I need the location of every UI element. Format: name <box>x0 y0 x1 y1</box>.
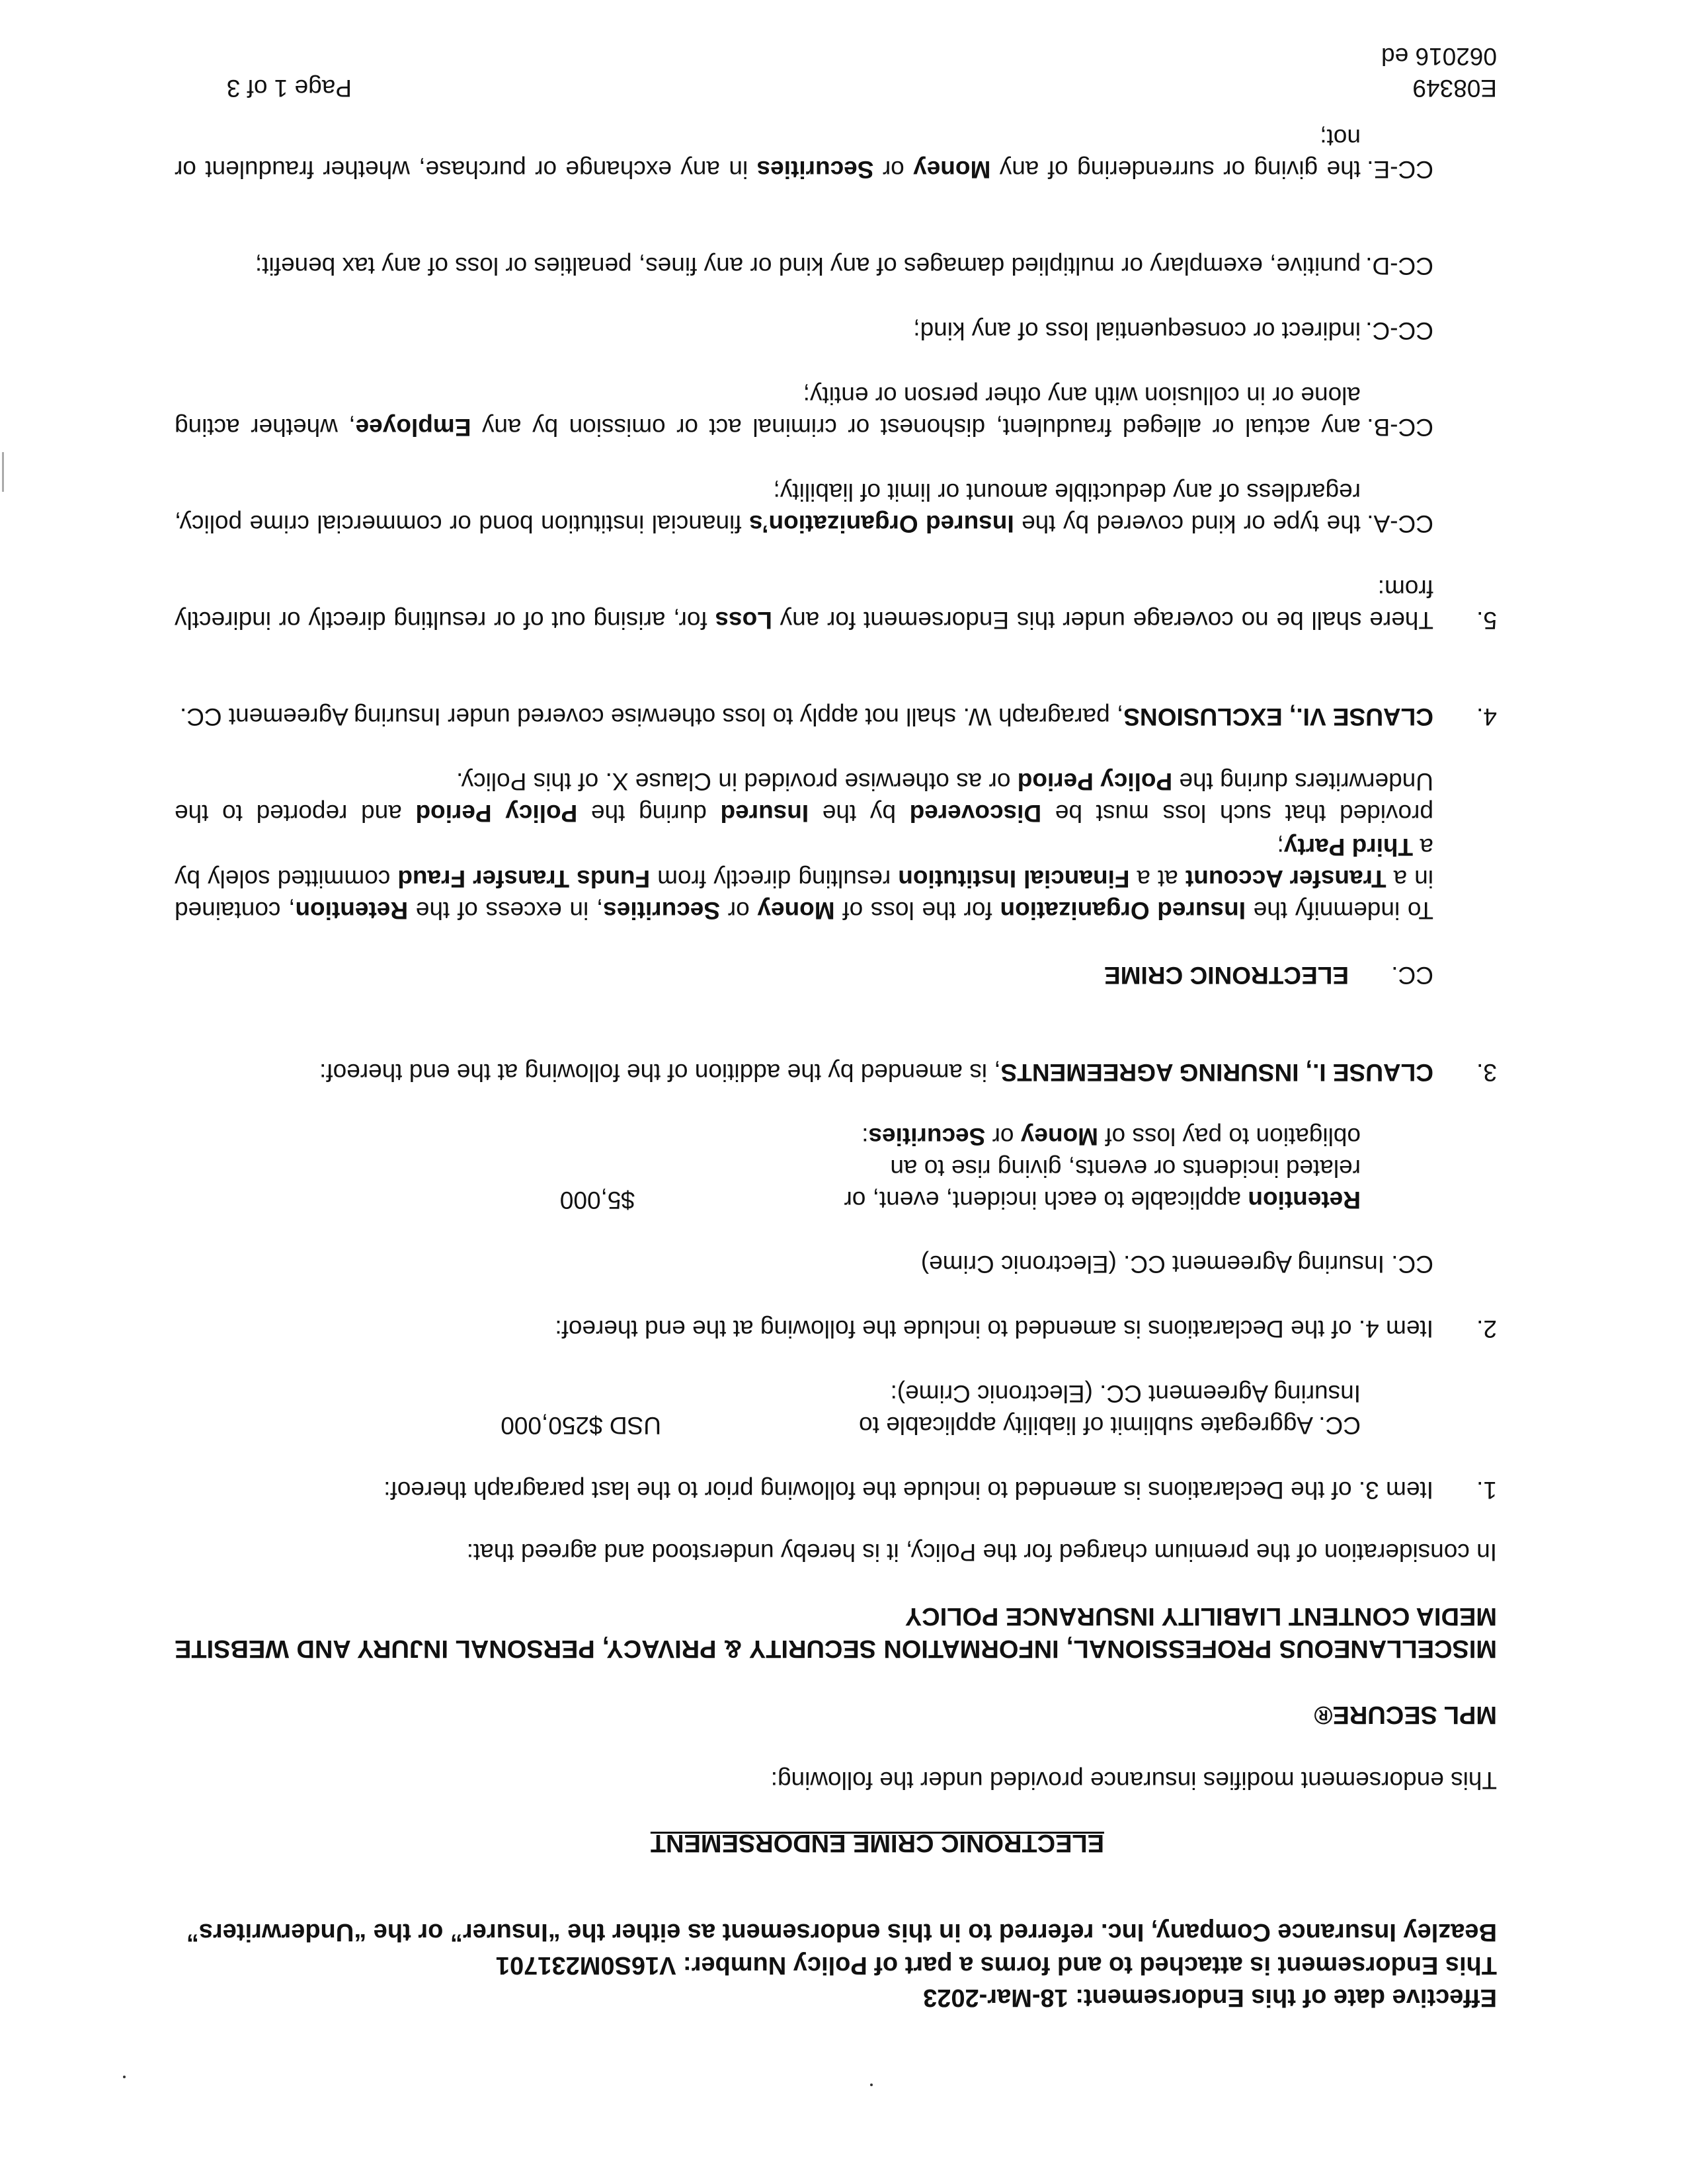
effective-date-value: 18-Mar-2023 <box>923 1984 1068 2011</box>
item4-text: CLAUSE VI., EXCLUSIONS, paragraph W. shall not apply to loss otherwise covered under Insuring Agreement CC. <box>179 703 1433 730</box>
policy-name: MISCELLANEOUS PROFESSIONAL, INFORMATION SECURITY & PRIVACY, PERSONAL INJURY AND WEBSITE MEDIA CONTENT LIABILITY INSURANCE POLICY <box>175 1602 1497 1662</box>
page-number: Page 1 of 3 <box>226 75 352 102</box>
product-name: MPL SECURE® <box>1314 1701 1497 1729</box>
endorsement-title: ELECTRONIC CRIME ENDORSEMENT <box>650 1829 1104 1857</box>
item2-text: Item 4. of the Declarations is amended to include the following at the end thereof: <box>555 1315 1433 1343</box>
consideration-clause: In consideration of the premium charged for the Policy, it is hereby understood and agreed that: <box>466 1539 1497 1566</box>
retention-value: $5,000 <box>559 1187 635 1214</box>
item2-insuring-agreement: CC. Insuring Agreement CC. (Electronic Crime) <box>920 1251 1433 1278</box>
item3-text: CLAUSE I., INSURING AGREEMENTS, is amended by the addition of the following at the end thereof: <box>319 1059 1433 1086</box>
exclusion-cc-b: any actual or alleged fraudulent, dishonest or criminal act or omission by any Employee, whether acting alone or in collusion with any other person or entity; <box>175 381 1361 441</box>
scan-edge-mark <box>2 452 4 492</box>
cc-indemnify-paragraph: To indemnify the Insured Organization for the loss of Money or Securities, in excess of the Retention, contained in a Transfer Account at a Financial Institution resulting directly from Funds Transfer Fraud committed solely by a Third Party; <box>174 833 1433 924</box>
exclusion-label: CC-D. <box>1365 253 1433 280</box>
retention-label: Retention applicable to each incident, event, or related incidents or events, giving rise to an obligation to pay loss of Money or Securities: <box>844 1122 1361 1214</box>
policy-number-value: V16S0M231701 <box>495 1951 676 1979</box>
exclusion-cc-c: indirect or consequential loss of any kind; <box>913 317 1361 344</box>
scan-speck <box>870 2084 873 2086</box>
item-number: 1. <box>1476 1477 1497 1504</box>
effective-date-line <box>175 1981 1497 2013</box>
exclusion-cc-e: the giving or surrendering of any Money or Securities in any exchange or purchase, whether fraudulent or not; <box>175 124 1361 183</box>
item1-text: Item 3. of the Declarations is amended to include the following prior to the last paragraph thereof: <box>383 1477 1433 1504</box>
item-number: 3. <box>1476 1059 1497 1086</box>
exclusion-label: CC-C. <box>1365 317 1433 344</box>
effective-date-label: Effective date of this Endorsement: <box>1075 1984 1497 2011</box>
item-number: 5. <box>1476 607 1497 634</box>
cc-title: ELECTRONIC CRIME <box>1104 962 1349 989</box>
form-code: E08349 <box>1412 75 1497 102</box>
aggregate-sublimit-value: USD $250,000 <box>501 1412 661 1439</box>
cc-provided-paragraph: provided that such loss must be Discovered by the Insured during the Policy Period and reported to the Underwriters during the Policy Period or as otherwise provided in Clause X. of this Policy. <box>175 767 1433 827</box>
aggregate-sublimit-label: CC. Aggregate sublimit of liability applicable to Insuring Agreement CC. (Electronic Crime): <box>859 1380 1361 1439</box>
cc-number: CC. <box>1391 962 1433 989</box>
insurer-reference: Beazley Insurance Company, Inc. referred to in this endorsement as either the “Insurer” or the “Underwriters” <box>186 1918 1497 1947</box>
item-number: 2. <box>1476 1315 1497 1343</box>
scan-speck <box>123 2076 126 2078</box>
exclusion-cc-a: the type or kind covered by the Insured Organization’s financial institution bond or commercial crime policy, regardless of any deductible amount or limit of liability; <box>174 478 1361 537</box>
modifies-statement: This endorsement modifies insurance provided under the following: <box>770 1767 1497 1794</box>
exclusion-label: CC-E. <box>1367 156 1433 183</box>
exclusion-label: CC-A. <box>1367 510 1433 537</box>
exclusion-cc-d: punitive, exemplary or multiplied damages of any kind or any fines, penalties or loss of any tax benefit; <box>255 253 1361 280</box>
policy-number-line <box>175 1948 1497 1980</box>
form-edition: 062016 ed <box>1381 43 1497 70</box>
policy-number-label: This Endorsement is attached to and forms a part of Policy Number: <box>683 1951 1497 1979</box>
item-number: 4. <box>1476 703 1497 730</box>
item5-text: There shall be no coverage under this Endorsement for any Loss for, arising out of or resulting directly or indirectly from: <box>175 574 1433 634</box>
endorsement-header <box>175 1916 1497 2013</box>
exclusion-label: CC-B. <box>1367 414 1433 441</box>
